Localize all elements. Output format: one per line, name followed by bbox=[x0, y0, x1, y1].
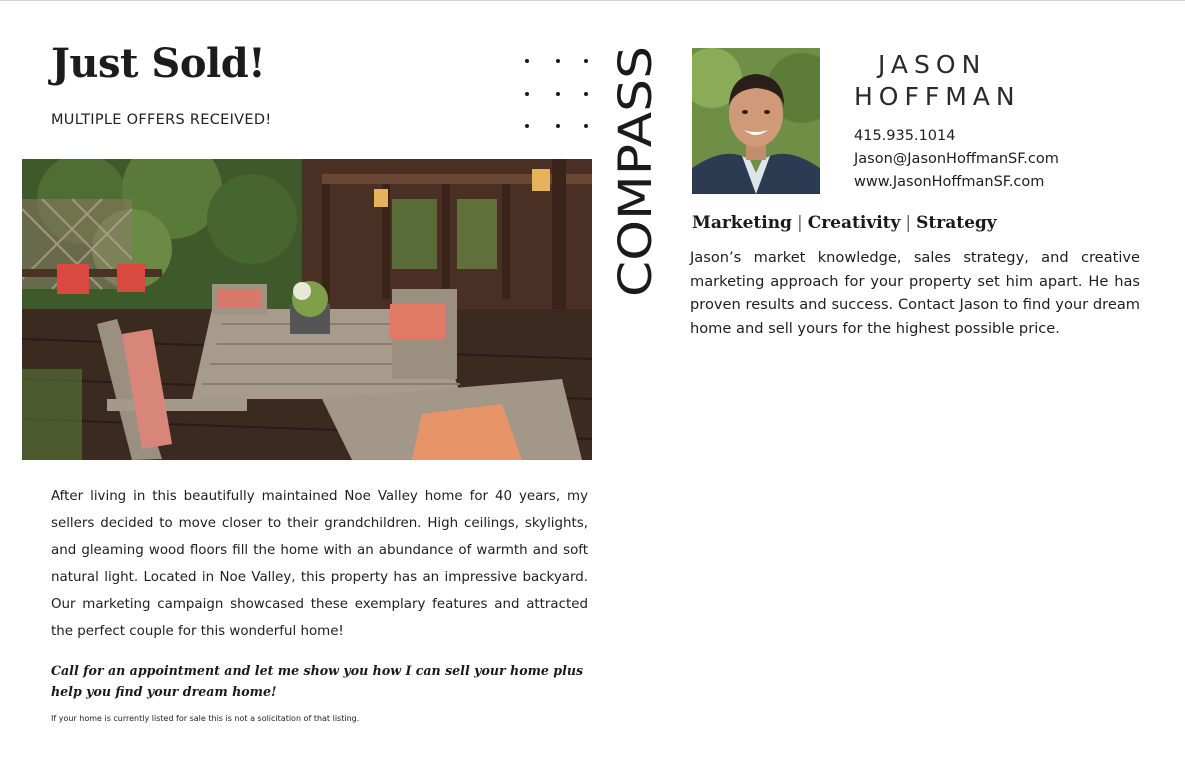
agent-email[interactable]: Jason@JasonHoffmanSF.com bbox=[854, 151, 1059, 167]
agent-website[interactable]: www.JasonHoffmanSF.com bbox=[854, 174, 1045, 190]
agent-bio: Jason’s market knowledge, sales strategy, and creative marketing approach for your property set him apart. He has proven results and success. Contact Jason to find your dream home and sell yours for the highest possible price. bbox=[690, 249, 1140, 337]
tagline-creativity: Creativity bbox=[807, 213, 901, 233]
subheadline: MULTIPLE OFFERS RECEIVED! bbox=[51, 112, 272, 128]
tagline-strategy: Strategy bbox=[916, 213, 997, 233]
compass-logo bbox=[603, 46, 663, 298]
call-to-action: Call for an appointment and let me show you how I can sell your home plus help you find your dream home! bbox=[51, 663, 584, 699]
dot-grid-decoration-icon bbox=[521, 56, 571, 136]
compass-logo-text: COMPASS bbox=[609, 79, 662, 297]
agent-tagline bbox=[692, 213, 997, 233]
listing-description: After living in this beautifully maintained Noe Valley home for 40 years, my sellers decided to move closer to their grandchildren. High ceilings, skylights, and gleaming wood floors fill the home with an abundance of warmth and soft natural light. Located in Noe Valley, this property has an impressive backyard. Our marketing campaign showcased these exemplary features and attracted the perfect couple for this wonderful home! bbox=[51, 489, 588, 639]
agent-phone[interactable]: 415.935.1014 bbox=[854, 128, 956, 144]
backyard-deck-photo bbox=[22, 159, 592, 460]
tagline-marketing: Marketing bbox=[692, 213, 792, 233]
tagline-separator: | bbox=[905, 213, 912, 233]
headline: Just Sold! bbox=[51, 40, 266, 87]
agent-last-name: HOFFMAN bbox=[854, 82, 1021, 111]
agent-first-name: JASON bbox=[878, 50, 987, 79]
tagline-separator: | bbox=[796, 213, 803, 233]
top-divider bbox=[0, 0, 1185, 1]
agent-headshot-photo bbox=[692, 48, 820, 194]
disclaimer: If your home is currently listed for sale this is not a solicitation of that listing. bbox=[51, 714, 360, 723]
